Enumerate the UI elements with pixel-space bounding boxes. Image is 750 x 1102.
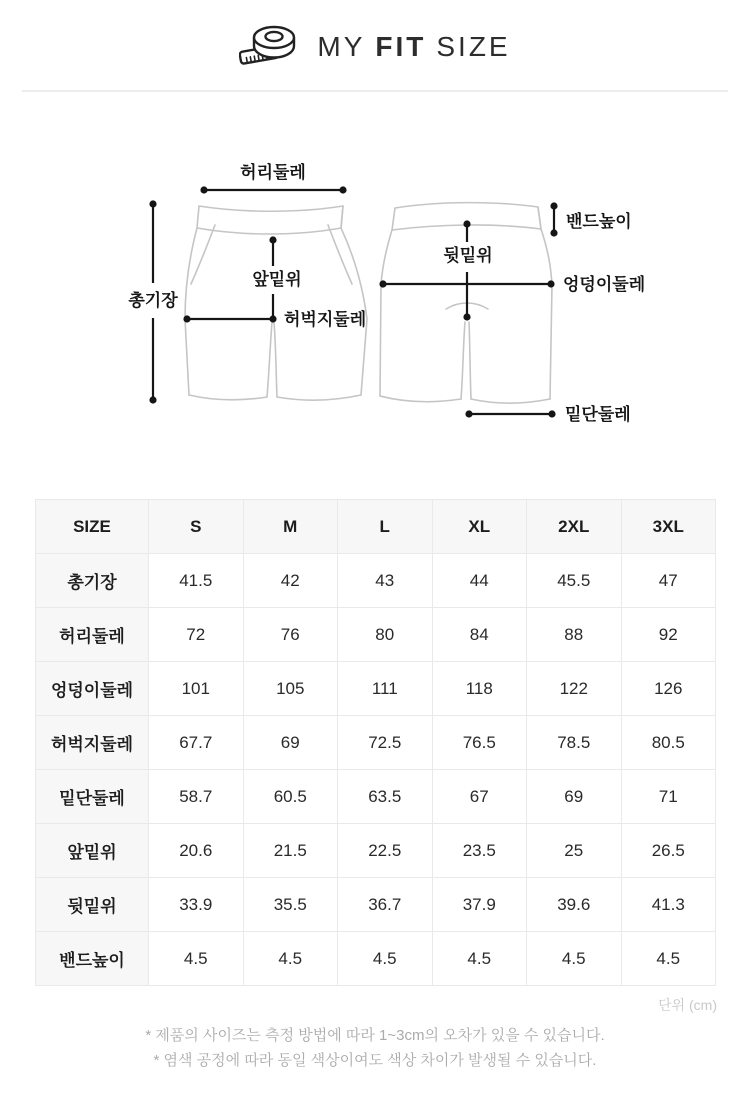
row-label: 뒷밑위 [36,878,149,932]
size-value-cell: 4.5 [338,932,433,986]
col-header-2xl: 2XL [527,500,622,554]
size-table [35,499,716,986]
thigh-label: 허벅지둘레 [284,310,367,329]
size-value-cell: 67 [432,770,527,824]
table-row [36,932,716,986]
size-value-cell: 22.5 [338,824,433,878]
size-value-cell: 69 [243,716,338,770]
size-value-cell: 72 [149,608,244,662]
table-row [36,662,716,716]
size-value-cell: 88 [527,608,622,662]
hem-label: 밑단둘레 [565,405,631,424]
row-label: 밴드높이 [36,932,149,986]
size-value-cell: 80.5 [621,716,716,770]
col-header-l: L [338,500,433,554]
col-header-s: S [149,500,244,554]
row-label: 앞밑위 [36,824,149,878]
size-value-cell: 23.5 [432,824,527,878]
size-value-cell: 63.5 [338,770,433,824]
col-header-m: M [243,500,338,554]
size-value-cell: 42 [243,554,338,608]
measuring-tape-icon [239,21,301,73]
size-value-cell: 25 [527,824,622,878]
size-value-cell: 41.5 [149,554,244,608]
band-height-label: 밴드높이 [566,212,632,231]
shorts-measurement-diagram [0,92,750,437]
title-word-my: MY [317,31,366,62]
size-value-cell: 84 [432,608,527,662]
size-value-cell: 72.5 [338,716,433,770]
size-value-cell: 4.5 [432,932,527,986]
shorts-front-outline [185,206,367,400]
size-value-cell: 78.5 [527,716,622,770]
unit-label: 단위 (cm) [658,997,717,1013]
back-rise-label: 뒷밑위 [443,246,493,265]
size-value-cell: 36.7 [338,878,433,932]
size-value-cell: 118 [432,662,527,716]
total-length-label: 총기장 [128,291,178,310]
note-line: * 염색 공정에 따라 동일 색상이여도 색상 차이가 발생될 수 있습니다. [153,1052,597,1069]
size-value-cell: 33.9 [149,878,244,932]
table-row [36,824,716,878]
size-value-cell: 76.5 [432,716,527,770]
size-value-cell: 122 [527,662,622,716]
size-value-cell: 4.5 [621,932,716,986]
size-value-cell: 37.9 [432,878,527,932]
size-value-cell: 39.6 [527,878,622,932]
hip-label: 엉덩이둘레 [563,275,646,294]
col-header-3xl: 3XL [621,500,716,554]
size-value-cell: 69 [527,770,622,824]
size-value-cell: 58.7 [149,770,244,824]
row-label: 허벅지둘레 [36,716,149,770]
size-value-cell: 35.5 [243,878,338,932]
notes [0,1023,750,1073]
table-row [36,608,716,662]
size-value-cell: 4.5 [527,932,622,986]
col-header-xl: XL [432,500,527,554]
table-row [36,554,716,608]
size-value-cell: 20.6 [149,824,244,878]
row-label: 엉덩이둘레 [36,662,149,716]
title-word-fit: FIT [375,31,427,62]
size-value-cell: 4.5 [149,932,244,986]
size-value-cell: 80 [338,608,433,662]
size-value-cell: 105 [243,662,338,716]
header [0,0,750,90]
size-value-cell: 71 [621,770,716,824]
title-word-size: SIZE [436,31,511,62]
size-value-cell: 76 [243,608,338,662]
row-label: 총기장 [36,554,149,608]
size-value-cell: 41.3 [621,878,716,932]
size-table-header-row [36,500,716,554]
row-label: 허리둘레 [36,608,149,662]
size-value-cell: 26.5 [621,824,716,878]
note-line: * 제품의 사이즈는 측정 방법에 따라 1~3cm의 오차가 있을 수 있습니다. [145,1027,605,1044]
page-title [317,31,510,63]
front-rise-label: 앞밑위 [252,270,302,289]
size-value-cell: 126 [621,662,716,716]
size-value-cell: 21.5 [243,824,338,878]
size-value-cell: 101 [149,662,244,716]
size-value-cell: 111 [338,662,433,716]
table-row [36,716,716,770]
size-value-cell: 45.5 [527,554,622,608]
table-row [36,878,716,932]
table-row [36,770,716,824]
size-value-cell: 43 [338,554,433,608]
size-value-cell: 4.5 [243,932,338,986]
size-value-cell: 67.7 [149,716,244,770]
size-value-cell: 92 [621,608,716,662]
size-value-cell: 60.5 [243,770,338,824]
col-header-size: SIZE [36,500,149,554]
size-value-cell: 44 [432,554,527,608]
row-label: 밑단둘레 [36,770,149,824]
waist-label: 허리둘레 [240,163,306,182]
size-value-cell: 47 [621,554,716,608]
